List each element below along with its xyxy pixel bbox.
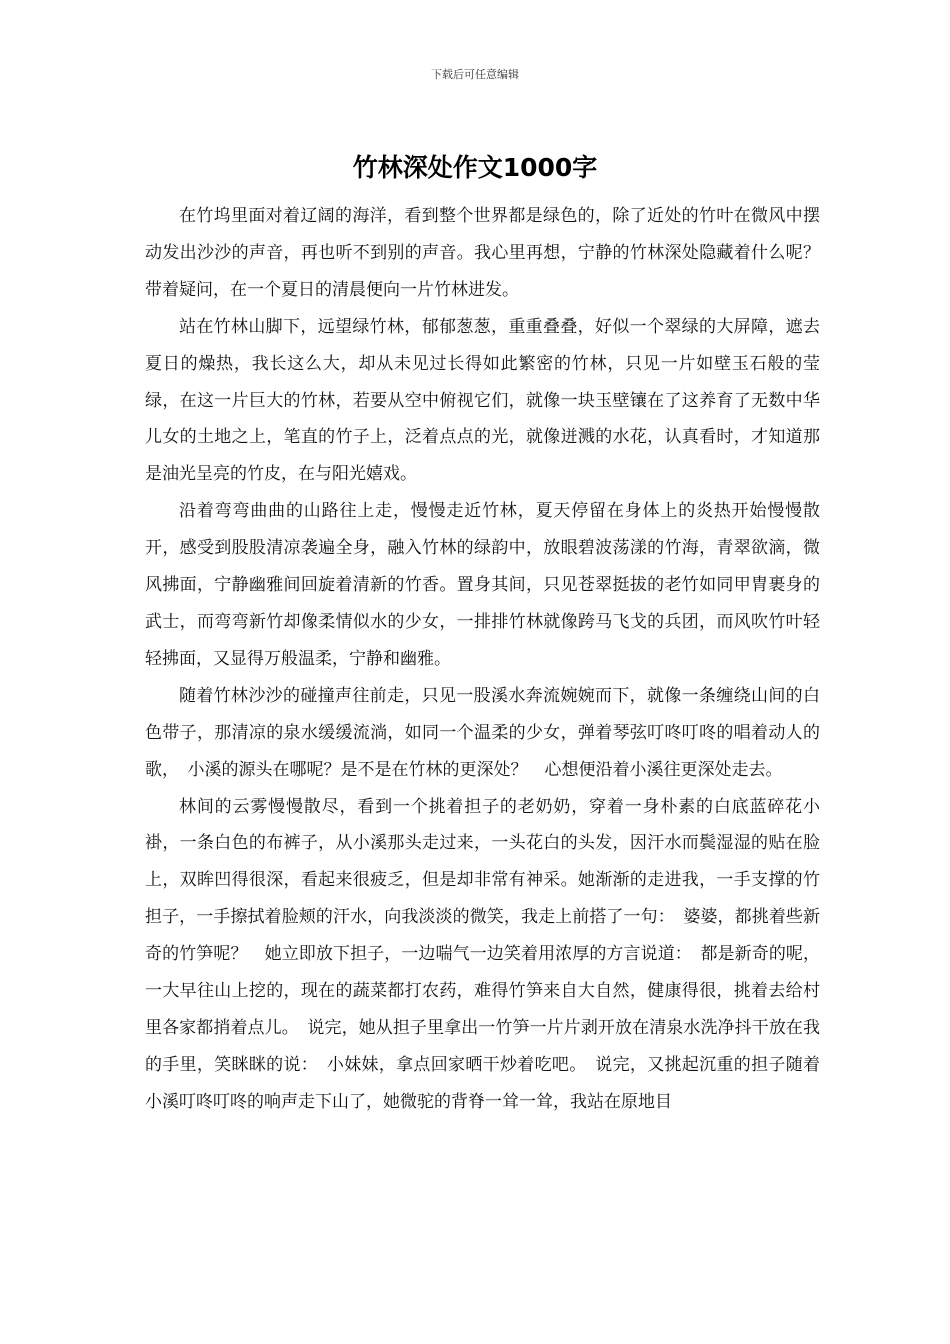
paragraph: 随着竹林沙沙的碰撞声往前走，只见一股溪水奔流婉婉而下，就像一条缠绕山间的白色带子，那清凉的泉水缓缓流淌，如同一个温柔的少女，弹着琴弦叮咚叮咚的唱着动人的歌， 小溪的源头在哪呢？是不是在竹林的更深处？ 心想便沿着小溪往更深处走去。: [145, 685, 820, 780]
paragraph: 在竹坞里面对着辽阔的海洋，看到整个世界都是绿色的，除了近处的竹叶在微风中摆动发出沙沙的声音，再也听不到别的声音。我心里再想，宁静的竹林深处隐藏着什么呢？带着疑问，在一个夏日的清晨便向一片竹林进发。: [145, 206, 820, 300]
page-header-note: 下载后可任意编辑: [431, 68, 519, 81]
document-body: [145, 198, 820, 1121]
paragraph: 站在竹林山脚下，远望绿竹林，郁郁葱葱，重重叠叠，好似一个翠绿的大屏障，遮去夏日的燥热，我长这么大，却从未见过长得如此繁密的竹林，只见一片如壁玉石般的莹绿，在这一片巨大的竹林，若要从空中俯视它们，就像一块玉壁镶在了这养育了无数中华儿女的土地之上，笔直的竹子上，泛着点点的光，就像迸溅的水花，认真看时，才知道那是油光呈亮的竹皮，在与阳光嬉戏。: [145, 316, 820, 485]
paragraph: 沿着弯弯曲曲的山路往上走，慢慢走近竹林，夏天停留在身体上的炎热开始慢慢散开，感受到股股清凉袭遍全身，融入竹林的绿韵中，放眼碧波荡漾的竹海，青翠欲滴，微风拂面，宁静幽雅间回旋着清新的竹香。置身其间，只见苍翠挺拔的老竹如同甲胄裹身的武士，而弯弯新竹却像柔情似水的少女，一排排竹林就像跨马飞戈的兵团，而风吹竹叶轻轻拂面，又显得万般温柔，宁静和幽雅。: [145, 501, 820, 669]
document-title: 竹林深处作文1000字: [352, 153, 598, 182]
paragraph: 林间的云雾慢慢散尽，看到一个挑着担子的老奶奶，穿着一身朴素的白底蓝碎花小褂，一条白色的布裤子，从小溪那头走过来，一头花白的头发，因汗水而鬓湿湿的贴在脸上，双眸凹得很深，看起来很疲乏，但是却非常有神采。她渐渐的走进我，一手支撑的竹担子，一手擦拭着脸颊的汗水，向我淡淡的微笑，我走上前搭了一句： 婆婆，都挑着些新奇的竹笋呢？ 她立即放下担子，一边喘气一边笑着用浓厚的方言说道： 都是新奇的呢，一大早往山上挖的，现在的蔬菜都打农药，难得竹笋来自大自然，健康得很，挑着去给村里各家都捎着点儿。 说完，她从担子里拿出一竹笋一片片剥开放在清泉水洗净抖干放在我的手里，笑眯眯的说： 小妹妹，拿点回家晒干炒着吃吧。 说完，又挑起沉重的担子随着小溪叮咚叮咚的响声走下山了，她微驼的背脊一耸一耸，我站在原地目: [145, 796, 820, 1112]
